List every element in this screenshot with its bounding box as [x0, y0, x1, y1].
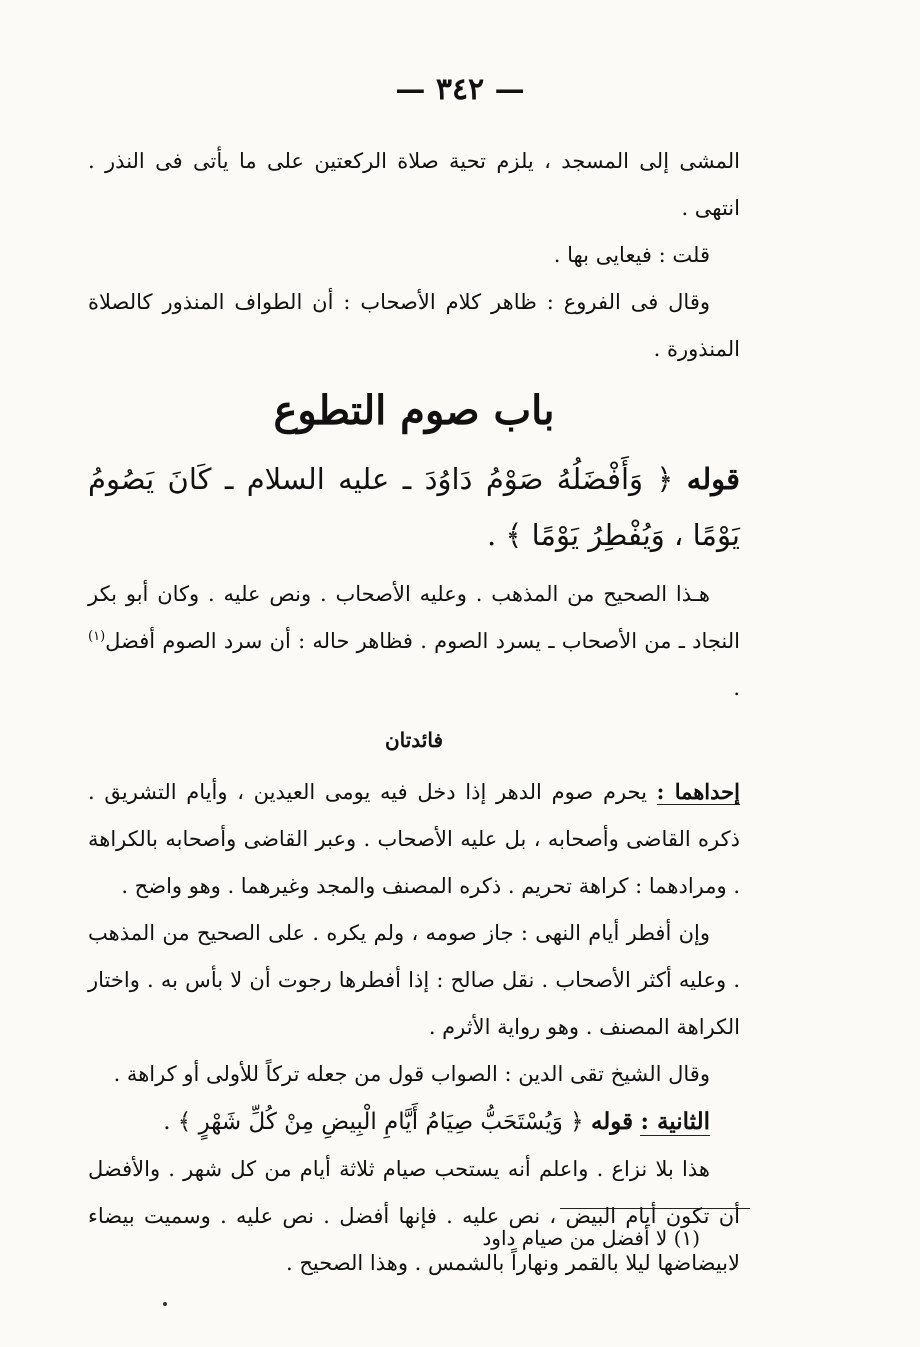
- text-line: وقال فى الفروع : ظاهر كلام الأصحاب : أن الطواف المنذور كالصلاة المنذورة .: [88, 290, 740, 361]
- matn-text: ﴿ وَأَفْضَلُهُ صَوْمُ دَاوُدَ ـ عليه السلام ـ كَانَ يَصُومُ يَوْمًا ، وَيُفْطِرُ يَوْمًا ﴾ .: [88, 462, 740, 552]
- text-line: المشى إلى المسجد ، يلزم تحية صلاة الركعتين على ما يأتى فى النذر . انتهى .: [88, 149, 740, 220]
- paragraph: [88, 768, 740, 910]
- quoted-matn: [88, 451, 740, 563]
- paragraph-end: .: [733, 676, 740, 700]
- main-text: [88, 138, 740, 1287]
- section-heading: فائدتان: [384, 728, 444, 752]
- paragraph: وقال الشيخ تقى الدين : الصواب قول من جعله تركاً للأولى أو كراهة .: [113, 1062, 710, 1086]
- paragraph-text: يحرم صوم الدهر إذا دخل فيه يومى العيدين ، وأيام التشريق . ذكره القاضى وأصحابه ، بل عليه الأصحاب . وعبر القاضى وأصحابه بالكراهة . ومرادهما : كراهة تحريم . ذكره المصنف والمجد وغيرهما . وهو واضح .: [88, 780, 740, 898]
- chapter-title: باب صوم التطوع: [273, 387, 555, 434]
- qawl-keyword: قوله: [686, 462, 741, 496]
- paragraph: هذا بلا نزاع . واعلم أنه يستحب صيام ثلاثة أيام من كل شهر . والأفضل أن تكون أيام البيض ، نص عليه . فإنها أفضل . نص عليه . وسميت بيضاء لابيضاضها ليلا بالقمر ونهاراً بالشمس . وهذا الصحيح .: [88, 1157, 740, 1275]
- qawl-keyword: قوله: [590, 1108, 634, 1135]
- page-number: — ٣٤٢ —: [395, 72, 525, 107]
- text-line: قلت : فيعايى بها .: [553, 243, 710, 267]
- paragraph: [88, 571, 740, 712]
- matn-text: ﴿ وَيُسْتَحَبُّ صِيَامُ أَيَّامِ الْبِيضِ مِنْ كُلِّ شَهْرٍ ﴾ .: [163, 1109, 584, 1135]
- footnote-marker: (١): [88, 629, 106, 644]
- paragraph: وإن أفطر أيام النهى : جاز صومه ، ولم يكره . على الصحيح من المذهب . وعليه أكثر الأصحاب . نقل صالح : إذا أفطرها رجوت أن لا بأس به . واختار الكراهة المصنف . وهو رواية الأثرم .: [88, 921, 740, 1039]
- first-label: إحداهما :: [656, 779, 740, 804]
- ink-speck: [163, 1302, 167, 1306]
- footnote: (١) لا أفضل من صيام داود: [482, 1226, 700, 1250]
- footnote-divider: [560, 1208, 750, 1209]
- quoted-matn: [88, 1098, 740, 1146]
- paragraph-text: هـذا الصحيح من المذهب . وعليه الأصحاب . ونص عليه . وكان أبو بكر النجاد ـ من الأصحاب ـ يسرد الصوم . فظاهر حاله : أن سرد الصوم أفضل: [88, 582, 740, 653]
- second-label: الثانية :: [640, 1108, 710, 1135]
